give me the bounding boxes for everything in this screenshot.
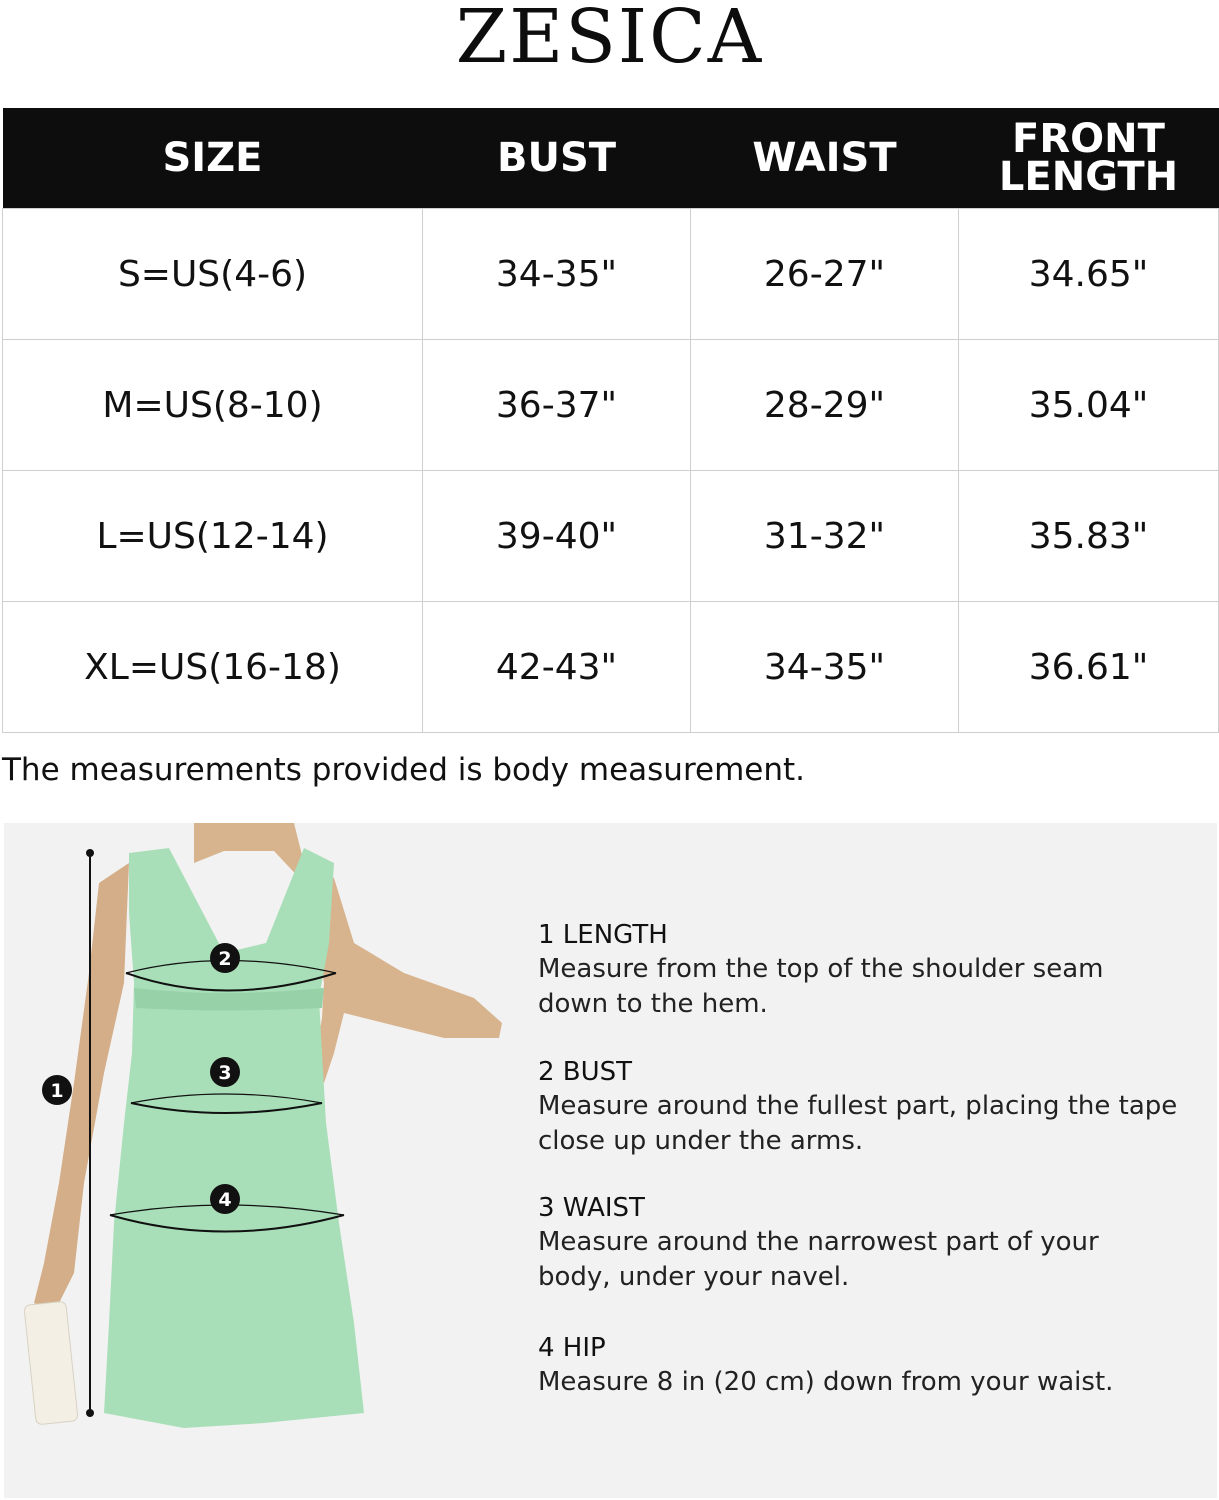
cell-waist: 34-35" bbox=[691, 602, 959, 733]
header-size: SIZE bbox=[3, 108, 423, 209]
cell-bust: 34-35" bbox=[423, 209, 691, 340]
marker-2 bbox=[210, 943, 240, 973]
cell-front-length: 34.65" bbox=[959, 209, 1219, 340]
measurement-guide-panel bbox=[4, 823, 1217, 1498]
cell-waist: 31-32" bbox=[691, 471, 959, 602]
instruction-heading: 3 WAIST bbox=[538, 1193, 645, 1223]
cell-front-length: 35.83" bbox=[959, 471, 1219, 602]
instruction-length bbox=[538, 918, 1178, 1022]
cell-front-length: 35.04" bbox=[959, 340, 1219, 471]
cell-waist: 26-27" bbox=[691, 209, 959, 340]
marker-1-label: 1 bbox=[50, 1080, 64, 1102]
marker-4 bbox=[210, 1184, 240, 1214]
marker-1 bbox=[42, 1075, 72, 1105]
instruction-waist bbox=[538, 1191, 1178, 1295]
instruction-text: Measure around the fullest part, placing the tape close up under the arms. bbox=[538, 1091, 1178, 1156]
cell-bust: 39-40" bbox=[423, 471, 691, 602]
handbag bbox=[24, 1301, 78, 1425]
cell-size: M=US(8-10) bbox=[3, 340, 423, 471]
instruction-hip bbox=[538, 1331, 1178, 1400]
table-row bbox=[3, 602, 1219, 733]
cell-waist: 28-29" bbox=[691, 340, 959, 471]
cell-size: S=US(4-6) bbox=[3, 209, 423, 340]
instruction-text: Measure around the narrowest part of your body, under your navel. bbox=[538, 1227, 1099, 1292]
instruction-text: Measure 8 in (20 cm) down from your waist. bbox=[538, 1367, 1114, 1397]
instruction-bust bbox=[538, 1055, 1178, 1159]
header-bust: BUST bbox=[423, 108, 691, 209]
cell-bust: 36-37" bbox=[423, 340, 691, 471]
cell-bust: 42-43" bbox=[423, 602, 691, 733]
table-row bbox=[3, 471, 1219, 602]
cell-size: XL=US(16-18) bbox=[3, 602, 423, 733]
marker-4-label: 4 bbox=[218, 1189, 232, 1211]
cell-size: L=US(12-14) bbox=[3, 471, 423, 602]
table-header-row bbox=[3, 108, 1219, 209]
marker-3 bbox=[210, 1057, 240, 1087]
marker-3-label: 3 bbox=[218, 1062, 232, 1084]
instruction-heading: 1 LENGTH bbox=[538, 920, 668, 950]
size-chart-table bbox=[2, 108, 1219, 733]
instruction-text: Measure from the top of the shoulder seam down to the hem. bbox=[538, 954, 1104, 1019]
brand-logo: ZESICA bbox=[455, 0, 764, 80]
marker-2-label: 2 bbox=[218, 948, 232, 970]
instruction-heading: 4 HIP bbox=[538, 1333, 606, 1363]
table-row bbox=[3, 340, 1219, 471]
instruction-heading: 2 BUST bbox=[538, 1057, 633, 1087]
header-front-length: FRONT LENGTH bbox=[959, 108, 1219, 209]
dress-illustration bbox=[4, 823, 524, 1498]
dress-body bbox=[104, 848, 364, 1428]
header-waist: WAIST bbox=[691, 108, 959, 209]
cell-front-length: 36.61" bbox=[959, 602, 1219, 733]
measurement-note: The measurements provided is body measurement. bbox=[2, 752, 806, 788]
table-row bbox=[3, 209, 1219, 340]
